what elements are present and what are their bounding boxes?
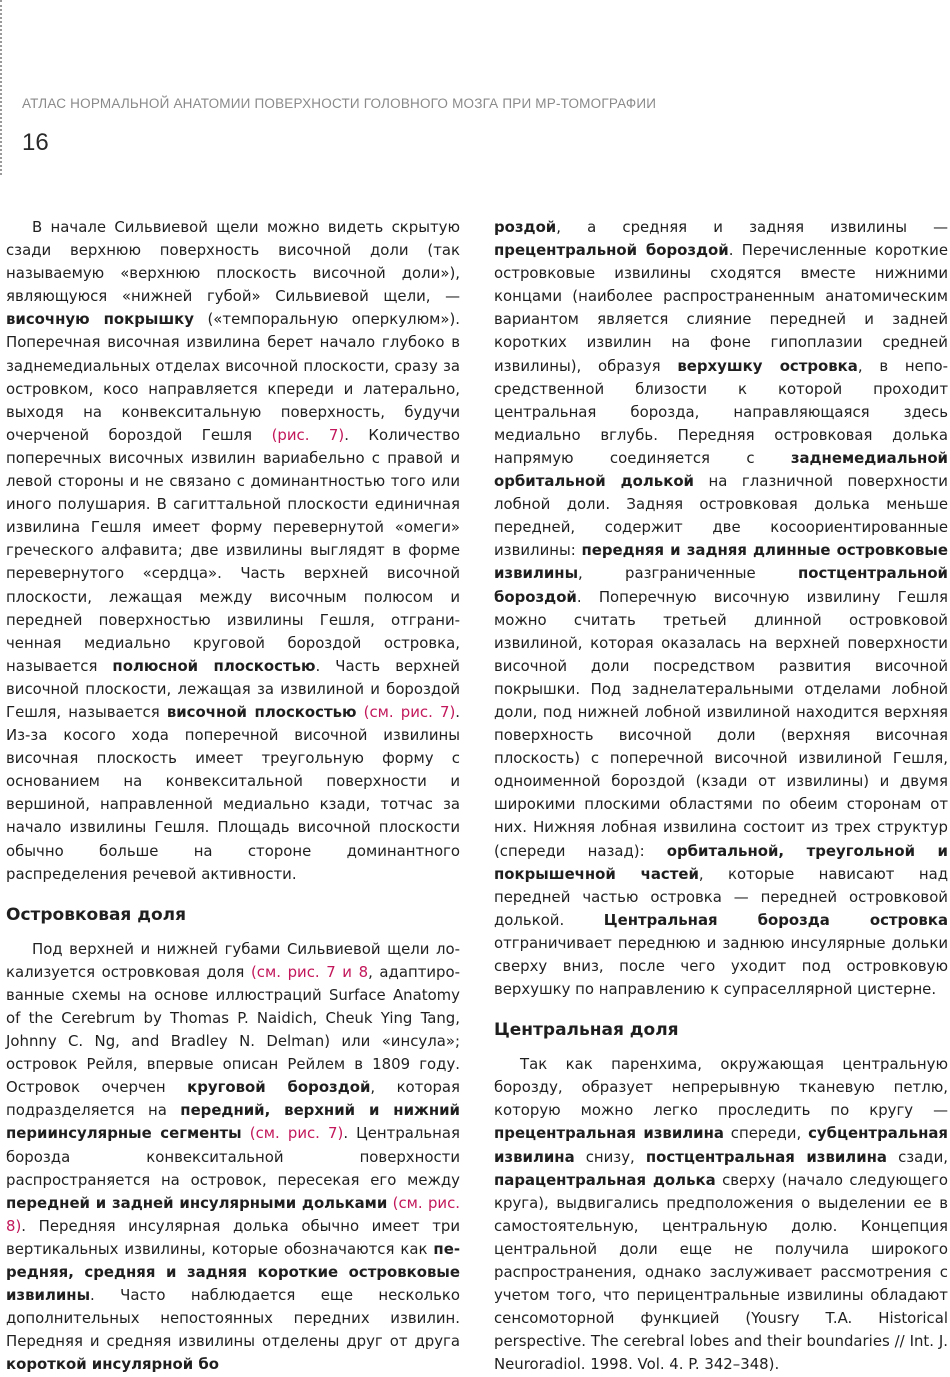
bold-term: передняя и задняя длинные островковые извилины (494, 541, 948, 583)
text-run: . Центральная борозда конвекситальной поверхности распространяется на островок, пересекая его между (6, 1124, 461, 1189)
figure-reference: (см. рис. 7 и 8 (251, 962, 369, 981)
paragraph (6, 938, 460, 1377)
text-run: . Количество поперечных височных извилин вариабельно с правой и левой стороны и не связано с доминантностью того или иного полушария. В сагиттальной плоскости единичная извилина Гешля имеет форму перевернутой «омеги» греческого алфавита; две извилины выглядят в форме перевернутого «сердца». Часть верхней височной плоскости, лежащая между височным полюсом и передней поверхностью извилины Гешля, отграниченная медиально круговой бороздой островка, называется (6, 425, 460, 675)
text-run: снизу, (574, 1147, 646, 1166)
bold-term: передней и задней инсулярными дольками (6, 1193, 388, 1212)
bold-term: височной плоскостью (166, 702, 357, 721)
text-run: . Перечисленные короткие островковые извилины сходятся вместе нижними концами (наиболее распространенным анатомическим вариантом является слияние передней и задней коротких извилин на фоне гипоплазии средней извилины), образуя (494, 241, 949, 375)
paragraph (494, 216, 948, 1001)
bold-term: роздой (494, 218, 557, 236)
text-run: отграничивает переднюю и заднюю инсулярные дольки сверху вниз, после чего уходит под островковую верхушку по направлению к супраселлярной цистерне. (494, 933, 948, 999)
text-run: («темпоральную оперкулюм»). Поперечная височная извилина берет начало глубоко в заднемедиальных отделах височной плоскости, сразу за островком, косо направляется кпереди и латерально, выходя на конвекситальную поверхность, будучи очерченой бороздой Гешля (6, 310, 461, 444)
text-run: Под верхней и нижней губами Сильвиевой щели локализуется островковая доля (6, 939, 460, 981)
text-run: . Из-за косого хода поперечной височной извилины височная плоскость имеет треугольную форму с основанием на конвекситальной поверхности и вершиной, направленной медиально кзади, тотчас за начало извилины Гешля. Площадь височной плоскости обычно больше на стороне доминантного распределения речевой активности. (6, 702, 460, 883)
text-run: , адаптированные схемы на основе иллюстраций Surface Anatomy of the Cerebrum by Thomas P. Naidich, Cheuk Ying Tang, Johnny C. Ng, and Bradley N. Delman) или «инсула»; островок Рейля, впервые описан Рейлем в 1809 году. Островок очерчен (6, 962, 460, 1097)
paragraph (494, 1053, 948, 1376)
text-run: , в непосредственной близости к которой проходит центральная борозда, направляющаяся здесь медиально вглубь. Передняя островковая долька напрямую соединяется с (494, 356, 948, 467)
bold-term: прецентральной бороздой (494, 241, 729, 260)
text-run (242, 1124, 250, 1142)
figure-reference: (см. рис. 7) (363, 702, 456, 721)
text-run: . Часто наблюдается еще несколько дополнительных непостоянных передних извилин. Передняя и средняя извилины отделены друг от друга (6, 1286, 460, 1351)
bold-term: круговой бороздой (187, 1078, 371, 1097)
text-run: , разграниченные (578, 564, 798, 583)
figure-reference: (рис. 7) (271, 425, 345, 444)
page-number: 16 (22, 129, 49, 156)
bold-term: постцентральная извилина (645, 1147, 887, 1166)
right-column (494, 216, 948, 1377)
text-run: Так как паренхима, окружающая центральную борозду, образует непрерывную тканевую петлю, которую можно легко проследить по кругу — (494, 1055, 948, 1120)
text-run: сверху (начало следующего круга), выдвигались предположения о выделении ее в самостоятельную, центральную долю. Концепция центральной доли еще не получила широкого распространения, однако заслуживает рассмотрения с учетом того, что перицентральные извилины обладают сенсомоторной функцией (Yousry T.A. Historical perspective. The cerebral lobes and their boundaries // Int. J. Neuroradiol. 1998. Vol. 4. P. 342–348). (494, 1170, 949, 1374)
bold-term: Центральная борозда островка (603, 910, 948, 929)
bold-term: полюсной плоскостью (112, 656, 316, 675)
page-edge-dotted-line (0, 0, 2, 175)
figure-reference: (см. рис. 8) (6, 1193, 461, 1235)
section-heading-central-lobe: Центральная доля (494, 1020, 679, 1041)
bold-term: передняя, средняя и задняя короткие островковые извилины (6, 1239, 460, 1305)
text-run: сзади, (886, 1147, 949, 1166)
text-run: спереди, (723, 1124, 809, 1143)
bold-term: парацентральная долька (494, 1170, 716, 1189)
bold-term: височную покрышку (6, 310, 194, 329)
text-run: , а средняя и задняя извилины — (556, 218, 948, 236)
text-run (356, 703, 363, 721)
bold-term: прецентральная извилина (494, 1124, 724, 1143)
bold-term: короткой инсулярной бо (6, 1355, 219, 1374)
figure-reference: (см. рис. 7) (249, 1124, 344, 1143)
running-title: АТЛАС НОРМАЛЬНОЙ АНАТОМИИ ПОВЕРХНОСТИ ГОЛОВНОГО МОЗГА ПРИ МР-ТОМОГРАФИИ (22, 96, 657, 111)
bold-term: постцентральной бороздой (494, 564, 948, 606)
text-run: , которая подразделяется на (6, 1078, 460, 1120)
bold-term: верхушку островка (677, 356, 858, 375)
text-run: В начале Сильвиевой щели можно видеть скрытую сзади верхнюю поверхность височной доли (так называемую «верхнюю плоскость височной доли»), являющуюся «нижней губой» Сильвиевой щели, — (6, 218, 460, 306)
left-column (6, 216, 460, 1377)
section-heading-insula: Островковая доля (6, 904, 187, 925)
bold-term: субцентральная извилина (494, 1124, 948, 1166)
text-run: на глазничной поверхности лобной доли. Задняя островковая долька меньше передней, содержит две косоориентированные извилины: (494, 472, 948, 560)
bold-term: передний, верхний и нижний периинсулярные сегменты (6, 1101, 460, 1143)
text-run: . Часть верхней височной плоскости, лежащая за извилиной и бороздой Гешля, называется (6, 656, 460, 721)
bold-term: заднемедиальной орбитальной долькой (494, 448, 948, 491)
text-run: . Передняя инсулярная долька обычно имеет три вертикальных извилины, которые обозначаются как (6, 1216, 460, 1258)
paragraph (6, 216, 460, 886)
bold-term: орбитальной, треугольной и покрышечной частей (494, 841, 948, 883)
text-run: . Поперечную височную извилину Гешля можно считать третьей длинной островковой извилиной, которая оказалась на верхней поверхности височной доли посредством развития височной покрышки. Под заднелатеральными отделами лобной доли, под нижней лобной извилиной находится верхняя поверхность височной доли (верхняя височная плоскость) с поперечной височной извилиной Гешля, одноименной бороздой (кзади от извилины) и двумя широкими плоскими областями по обеим сторонам от них. Нижняя лобная извилина состоит из трех структур (спереди назад): (494, 587, 948, 860)
text-run: , которые нависают над передней частью островка — передней островковой долькой. (494, 864, 948, 929)
